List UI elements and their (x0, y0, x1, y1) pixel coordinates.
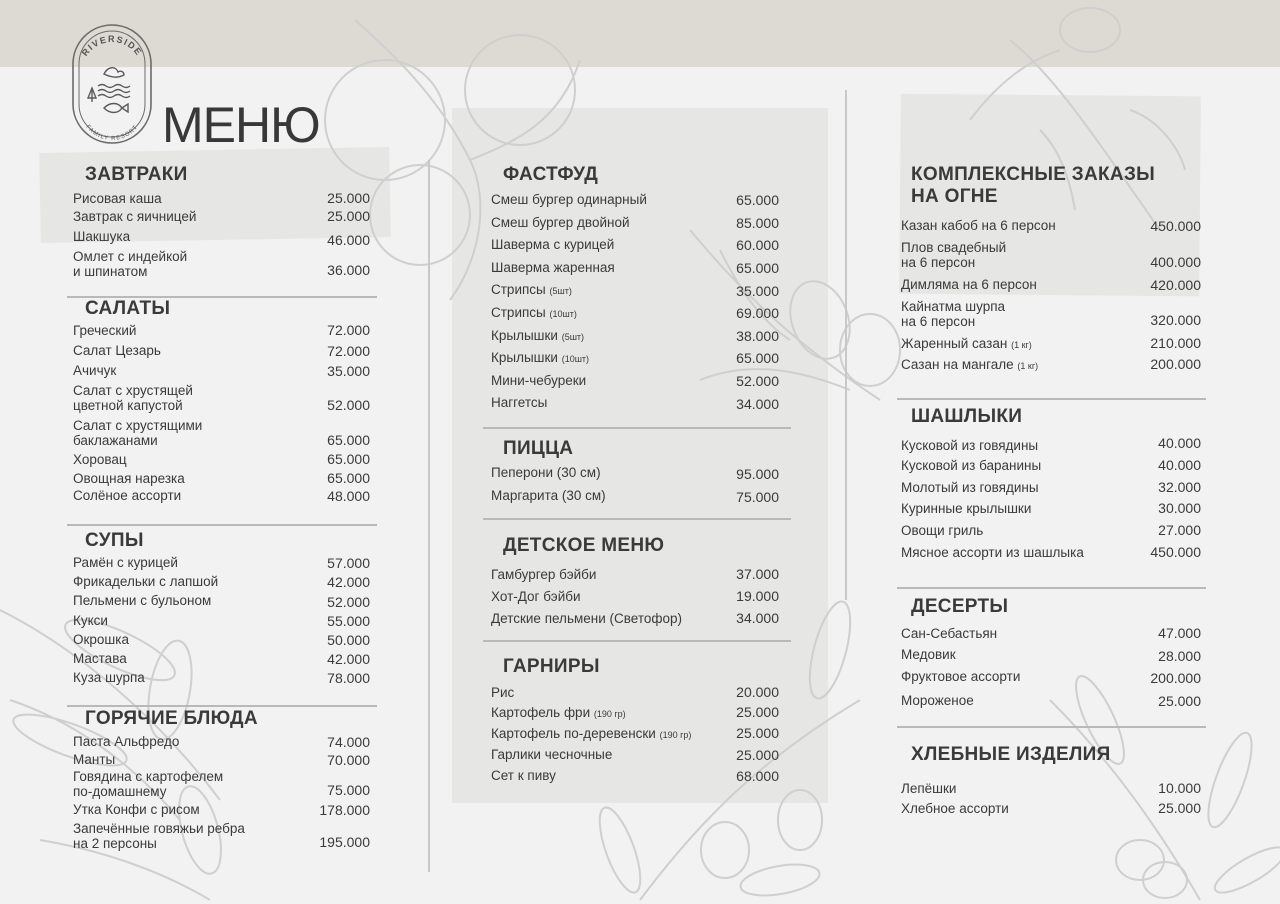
menu-item (901, 458, 1041, 473)
logo-bottom-text: FAMILY RESORT (84, 124, 140, 143)
menu-item (901, 781, 956, 796)
item-price: 32.000 (1158, 479, 1201, 495)
item-price: 37.000 (736, 566, 779, 582)
item-price: 85.000 (736, 215, 779, 231)
item-name: Детские пельмени (Светофор) (491, 611, 682, 626)
section-pizza (491, 438, 781, 505)
menu-item (901, 336, 1032, 353)
svg-text:FAMILY RESORT (84, 124, 139, 142)
item-name: Мясное ассорти из шашлыка (901, 545, 1084, 560)
item-price: 52.000 (327, 594, 370, 610)
menu-title: МЕНЮ (162, 97, 320, 153)
item-name: Гамбургер бэйби (491, 567, 597, 582)
item-name: Стрипсы (491, 305, 546, 320)
item-price: 48.000 (327, 488, 370, 504)
item-name: Фруктовое ассорти (901, 669, 1021, 684)
menu-item (73, 363, 116, 378)
menu-item (73, 229, 130, 244)
section-title: ГОРЯЧИЕ БЛЮДА (85, 708, 258, 729)
item-name: Лепёшки (901, 781, 957, 796)
menu-item (491, 350, 589, 367)
item-note: (5шт) (561, 332, 585, 342)
item-note: (1 кг) (1011, 340, 1032, 350)
item-price: 25.000 (1158, 800, 1201, 816)
item-name: Пельмени с бульоном (73, 593, 212, 608)
item-price: 72.000 (327, 343, 370, 359)
menu-item (901, 218, 1056, 233)
item-name: Рисовая каша (73, 191, 162, 206)
divider (897, 398, 1206, 400)
item-name: Говядина с картофелем по-домашнему (73, 769, 224, 799)
item-price: 35.000 (736, 283, 779, 299)
item-price: 20.000 (736, 684, 779, 700)
item-name: Ачичук (73, 363, 117, 378)
item-price: 68.000 (736, 768, 779, 784)
menu-item (901, 357, 1038, 374)
menu-item (901, 545, 1084, 560)
menu-item (73, 383, 193, 413)
item-name: Кусковой из баранины (901, 458, 1042, 473)
item-price: 210.000 (1150, 335, 1201, 351)
menu-item (491, 373, 586, 388)
item-note: (5шт) (549, 286, 572, 296)
item-name: Смеш бургер двойной (491, 215, 630, 230)
menu-item (491, 305, 577, 322)
item-name: Гарлики чесночные (491, 747, 613, 762)
section-soups (73, 530, 373, 686)
section-title: ПИЦЦА (503, 438, 574, 459)
resort-logo (70, 22, 154, 146)
item-price: 25.000 (736, 747, 779, 763)
menu-item (901, 523, 983, 538)
menu-item (73, 734, 179, 749)
item-price: 52.000 (736, 373, 779, 389)
item-price: 70.000 (327, 752, 370, 768)
item-price: 34.000 (736, 396, 779, 412)
item-price: 95.000 (736, 466, 779, 482)
menu-item (491, 465, 601, 480)
item-price: 36.000 (327, 262, 370, 278)
item-price: 30.000 (1158, 500, 1201, 516)
section-title: ФАСТФУД (503, 164, 599, 185)
section-shashlik (901, 406, 1201, 560)
item-price: 75.000 (736, 489, 779, 505)
item-price: 200.000 (1150, 356, 1201, 372)
item-name: Молотый из говядины (901, 480, 1039, 495)
menu-item (73, 670, 145, 685)
item-name: Смеш бургер одинарный (491, 192, 647, 207)
menu-item (73, 555, 178, 570)
divider (67, 705, 377, 707)
menu-item (901, 277, 1037, 292)
item-price: 34.000 (736, 610, 779, 626)
menu-item (901, 299, 1005, 329)
menu-item (901, 626, 997, 641)
section-title: ДЕСЕРТЫ (911, 596, 1009, 617)
menu-item (491, 237, 614, 252)
menu-item (73, 769, 223, 799)
item-name: Хлебное ассорти (901, 801, 1009, 816)
menu-item (491, 328, 584, 345)
menu-item (73, 802, 200, 817)
item-note: (10шт) (561, 354, 590, 364)
item-name: Омлет с индейкой и шпинатом (73, 249, 188, 279)
item-price: 65.000 (327, 432, 370, 448)
item-name: Стрипсы (491, 282, 546, 297)
item-price: 72.000 (327, 322, 370, 338)
menu-item (491, 589, 581, 604)
section-hot-dishes (73, 708, 373, 851)
section-title: САЛАТЫ (85, 298, 171, 319)
section-salads (73, 298, 373, 504)
divider (483, 427, 791, 429)
item-price: 69.000 (736, 305, 779, 321)
item-price: 200.000 (1150, 670, 1201, 686)
section-kids (491, 535, 781, 626)
item-name: Рамён с курицей (73, 555, 178, 570)
section-fire-orders (901, 164, 1201, 372)
section-bread (901, 744, 1201, 816)
item-name: Наггетсы (491, 395, 548, 410)
item-price: 65.000 (736, 192, 779, 208)
section-title: ХЛЕБНЫЕ ИЗДЕЛИЯ (911, 744, 1111, 765)
item-price: 78.000 (327, 670, 370, 686)
menu-item (901, 501, 1031, 516)
section-title: ГАРНИРЫ (503, 656, 600, 677)
menu-item (491, 611, 682, 626)
item-name: Медовик (901, 647, 956, 662)
item-name: Крылышки (491, 350, 558, 365)
menu-item (491, 567, 596, 582)
item-name: Картофель по-деревенски (491, 726, 656, 741)
item-name: Солёное ассорти (73, 488, 182, 503)
svg-text:RIVERSIDE (80, 34, 145, 58)
menu-item (73, 323, 136, 338)
item-name: Окрошка (73, 632, 129, 647)
item-price: 420.000 (1150, 277, 1201, 293)
section-title: ЗАВТРАКИ (85, 164, 188, 185)
menu-item (901, 480, 1039, 495)
menu-item (491, 768, 556, 783)
item-price: 46.000 (327, 232, 370, 248)
item-price: 52.000 (327, 397, 370, 413)
item-name: Запечённые говяжьи ребра на 2 персоны (73, 821, 245, 851)
menu-item (491, 726, 691, 743)
menu-item (491, 260, 615, 275)
item-name: Куза шурпа (73, 670, 145, 685)
menu-item (491, 215, 630, 230)
menu-item (491, 488, 606, 503)
item-price: 75.000 (327, 782, 370, 798)
section-sides (491, 656, 781, 784)
menu-item (73, 821, 245, 851)
menu-item (73, 632, 129, 647)
item-name: Утка Конфи с рисом (73, 802, 200, 817)
item-name: Шакшука (73, 229, 131, 244)
item-name: Казан кабоб на 6 персон (901, 218, 1056, 233)
menu-item (73, 191, 162, 206)
section-fastfood (491, 164, 781, 412)
item-note: (190 гр) (659, 730, 692, 740)
item-name: Манты (73, 752, 116, 767)
item-name: Мини-чебуреки (491, 373, 587, 388)
item-price: 450.000 (1150, 218, 1201, 234)
item-price: 400.000 (1150, 254, 1201, 270)
item-name: Салат Цезарь (73, 343, 161, 358)
item-price: 47.000 (1158, 625, 1201, 641)
item-name: Хоровац (73, 452, 127, 467)
item-price: 40.000 (1158, 457, 1201, 473)
item-name: Кукси (73, 613, 108, 628)
menu-item (73, 574, 218, 589)
menu-item (73, 452, 127, 467)
menu-item (73, 471, 185, 486)
item-name: Рис (491, 685, 515, 700)
item-name: Кусковой из говядины (901, 438, 1039, 453)
item-name: Шаверма с курицей (491, 237, 615, 252)
menu-item (491, 747, 612, 762)
item-name: Хот-Дог бэйби (491, 589, 581, 604)
item-price: 50.000 (327, 632, 370, 648)
item-price: 65.000 (327, 470, 370, 486)
top-band (0, 0, 1280, 67)
item-price: 28.000 (1158, 648, 1201, 664)
item-price: 38.000 (736, 328, 779, 344)
item-price: 10.000 (1158, 780, 1201, 796)
item-name: Салат с хрустящей цветной капустой (73, 383, 193, 413)
item-price: 57.000 (327, 555, 370, 571)
item-name: Жаренный сазан (901, 336, 1008, 351)
item-price: 65.000 (327, 451, 370, 467)
menu-item (73, 209, 196, 224)
item-name: Шаверма жаренная (491, 260, 615, 275)
item-price: 74.000 (327, 734, 370, 750)
item-price: 55.000 (327, 613, 370, 629)
menu-item (73, 613, 108, 628)
divider (483, 518, 791, 520)
item-name: Куринные крылышки (901, 501, 1032, 516)
menu-item (901, 647, 956, 662)
menu-item (901, 240, 1006, 270)
column-separator-right (845, 90, 847, 600)
item-price: 320.000 (1150, 312, 1201, 328)
column-separator-left (428, 160, 430, 872)
menu-item (73, 488, 181, 503)
menu-item (73, 249, 187, 279)
menu-item (73, 651, 127, 666)
menu-item (73, 418, 202, 448)
item-price: 65.000 (736, 260, 779, 276)
item-name: Плов свадебный на 6 персон (901, 240, 1007, 270)
item-name: Мороженое (901, 693, 974, 708)
item-price: 195.000 (319, 834, 370, 850)
item-name: Картофель фри (491, 705, 591, 720)
menu-item (73, 752, 115, 767)
item-price: 40.000 (1158, 435, 1201, 451)
item-note: (190 гр) (593, 709, 626, 719)
item-name: Маргарита (30 см) (491, 488, 606, 503)
item-name: Паста Альфредо (73, 734, 180, 749)
item-name: Пеперони (30 см) (491, 465, 601, 480)
item-name: Крылышки (491, 328, 558, 343)
item-price: 60.000 (736, 237, 779, 253)
item-name: Греческий (73, 323, 137, 338)
item-name: Кайнатма шурпа на 6 персон (901, 299, 1006, 329)
item-price: 27.000 (1158, 522, 1201, 538)
item-note: (10шт) (549, 309, 577, 319)
item-name: Завтрак с яичницей (73, 209, 197, 224)
logo-top-text: RIVERSIDE (79, 34, 145, 58)
menu-item (73, 343, 161, 358)
item-price: 25.000 (327, 190, 370, 206)
item-price: 19.000 (736, 588, 779, 604)
section-breakfast (73, 164, 373, 279)
item-price: 25.000 (1158, 693, 1201, 709)
section-title: ШАШЛЫКИ (911, 406, 1023, 427)
item-name: Сазан на мангале (901, 357, 1014, 372)
item-price: 450.000 (1150, 544, 1201, 560)
divider (897, 726, 1206, 728)
menu-item (491, 395, 547, 410)
item-name: Димляма на 6 персон (901, 277, 1037, 292)
menu-item (491, 192, 647, 207)
menu-item (901, 801, 1009, 816)
section-title: ДЕТСКОЕ МЕНЮ (503, 535, 665, 556)
item-name: Мастава (73, 651, 127, 666)
divider (897, 587, 1206, 589)
menu-item (491, 705, 626, 722)
item-price: 42.000 (327, 574, 370, 590)
item-price: 25.000 (736, 725, 779, 741)
item-price: 25.000 (327, 208, 370, 224)
item-name: Сет к пиву (491, 768, 556, 783)
menu-item (491, 685, 514, 700)
item-name: Сан-Себастьян (901, 626, 998, 641)
menu-item (73, 593, 211, 608)
item-price: 25.000 (736, 704, 779, 720)
item-name: Салат с хрустящими баклажанами (73, 418, 203, 448)
item-name: Овощная нарезка (73, 471, 185, 486)
menu-item (491, 282, 572, 299)
divider (67, 524, 377, 526)
section-desserts (901, 596, 1201, 709)
menu-item (901, 669, 1020, 684)
item-price: 35.000 (327, 363, 370, 379)
menu-item (901, 438, 1038, 453)
item-price: 178.000 (319, 802, 370, 818)
item-name: Фрикадельки с лапшой (73, 574, 219, 589)
item-name: Овощи гриль (901, 523, 984, 538)
section-title: СУПЫ (85, 530, 144, 551)
menu-item (901, 693, 974, 708)
section-title: КОМПЛЕКСНЫЕ ЗАКАЗЫ НА ОГНЕ (911, 164, 1156, 207)
logo-emblem (70, 22, 154, 146)
divider (483, 640, 791, 642)
item-note: (1 кг) (1017, 361, 1039, 371)
item-price: 65.000 (736, 350, 779, 366)
item-price: 42.000 (327, 651, 370, 667)
